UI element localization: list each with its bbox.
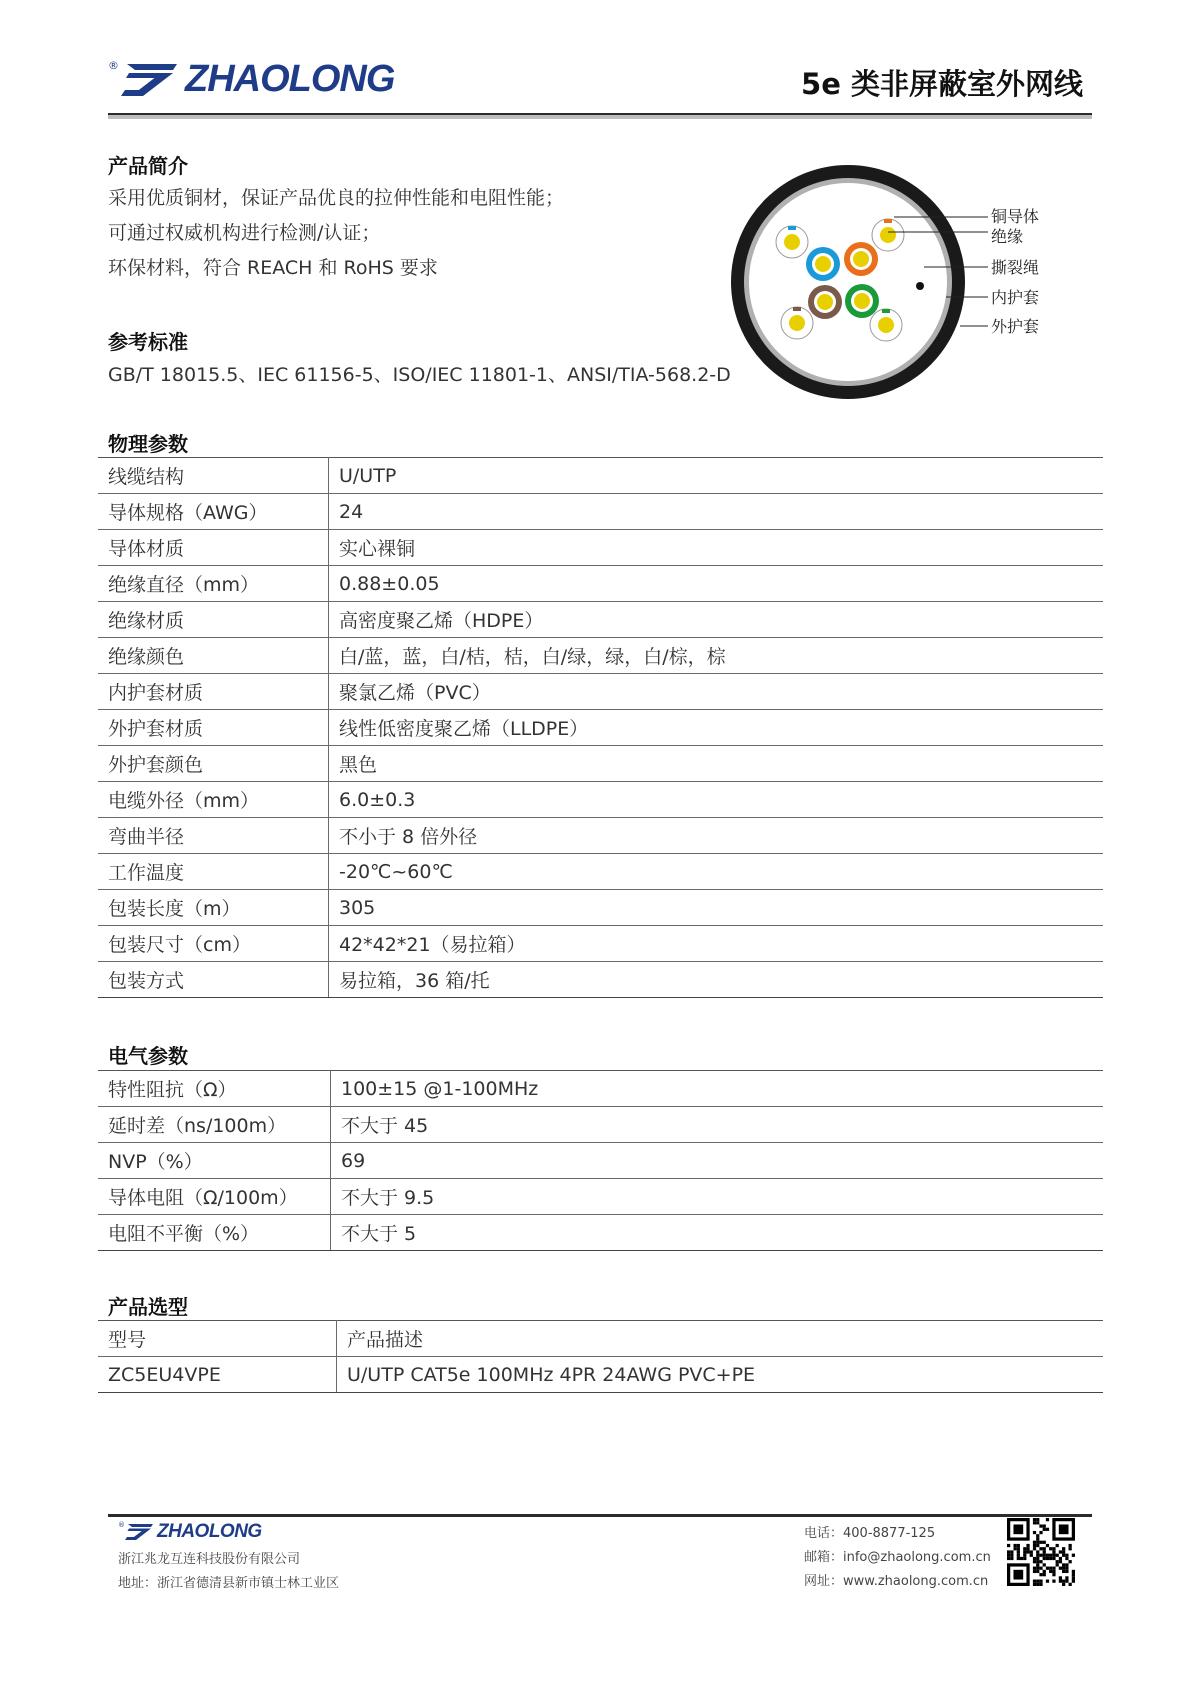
table-row [98, 1321, 1103, 1357]
param-value-cell: 24 [329, 494, 1104, 530]
param-value-cell: U/UTP [329, 458, 1104, 494]
header-divider [108, 113, 1092, 119]
table-row [98, 926, 1103, 962]
physical-params-title: 物理参数 [108, 432, 188, 456]
table-row [98, 602, 1103, 638]
param-name-cell: 型号 [98, 1321, 337, 1357]
brand-name: ZHAOLONG [185, 58, 395, 100]
label-insulation: 绝缘 [991, 227, 1024, 246]
footer-z-logo-icon [125, 1522, 155, 1542]
intro-list [108, 181, 564, 286]
param-name-cell: 包装方式 [98, 962, 329, 998]
param-name-cell: 线缆结构 [98, 458, 329, 494]
qr-code-icon [1007, 1518, 1075, 1586]
param-value-cell: 聚氯乙烯（PVC） [329, 674, 1104, 710]
param-value-cell: 100±15 @1-100MHz [331, 1071, 1104, 1107]
table-row [98, 1179, 1103, 1215]
param-name-cell: 导体规格（AWG） [98, 494, 329, 530]
white-blue-wire [776, 226, 808, 258]
white-brown-wire [781, 307, 813, 339]
label-rip-cord: 撕裂绳 [991, 258, 1040, 277]
green-wire [845, 284, 879, 318]
brown-wire [808, 285, 842, 319]
param-value-cell: 不小于 8 倍外径 [329, 818, 1104, 854]
table-row [98, 1143, 1103, 1179]
param-name-cell: 电阻不平衡（%） [98, 1215, 331, 1251]
param-name-cell: 包装长度（m） [98, 890, 329, 926]
param-value-cell: 305 [329, 890, 1104, 926]
intro-line: 采用优质铜材，保证产品优良的拉伸性能和电阻性能； [108, 187, 565, 209]
param-name-cell: 内护套材质 [98, 674, 329, 710]
param-name-cell: 外护套材质 [98, 710, 329, 746]
param-name-cell: 弯曲半径 [98, 818, 329, 854]
table-row [98, 566, 1103, 602]
standards-title: 参考标准 [108, 330, 188, 354]
param-value-cell: 实心裸铜 [329, 530, 1104, 566]
standards-text: GB/T 18015.5、IEC 61156-5、ISO/IEC 11801-1、ANSI/TIA-568.2-D [108, 364, 731, 386]
intro-line: 环保材料，符合 REACH 和 RoHS 要求 [108, 257, 438, 279]
table-row [98, 1357, 1103, 1393]
param-name-cell: 导体电阻（Ω/100m） [98, 1179, 331, 1215]
blue-wire [806, 247, 840, 281]
table-row [98, 782, 1103, 818]
param-value-cell: 6.0±0.3 [329, 782, 1104, 818]
intro-line: 可通过权威机构进行检测/认证； [108, 222, 381, 244]
table-row [98, 458, 1103, 494]
table-row [98, 674, 1103, 710]
param-value-cell: 高密度聚乙烯（HDPE） [329, 602, 1104, 638]
table-row [98, 710, 1103, 746]
document-title: 5e 类非屏蔽室外网线 [801, 67, 1083, 101]
footer-brand-name: ZHAOLONG [157, 1521, 262, 1542]
table-row [98, 746, 1103, 782]
table-row [98, 1071, 1103, 1107]
param-name-cell: 包装尺寸（cm） [98, 926, 329, 962]
param-name-cell: 绝缘颜色 [98, 638, 329, 674]
param-value-cell: 不大于 9.5 [331, 1179, 1104, 1215]
table-row [98, 962, 1103, 998]
param-name-cell: NVP（%） [98, 1143, 331, 1179]
param-name-cell: ZC5EU4VPE [98, 1357, 337, 1393]
product-selection-title: 产品选型 [108, 1295, 188, 1319]
rip-cord [916, 282, 924, 290]
param-name-cell: 特性阻抗（Ω） [98, 1071, 331, 1107]
param-name-cell: 外护套颜色 [98, 746, 329, 782]
param-name-cell: 绝缘直径（mm） [98, 566, 329, 602]
footer-phone: 电话：400-8877-125 [804, 1526, 936, 1541]
cable-cross-section-diagram [728, 160, 1068, 405]
footer-registered-mark: ® [118, 1521, 125, 1529]
footer-logo [118, 1521, 262, 1543]
param-name-cell: 延时差（ns/100m） [98, 1107, 331, 1143]
param-name-cell: 导体材质 [98, 530, 329, 566]
label-copper-conductor: 铜导体 [991, 207, 1040, 226]
footer-company-name: 浙江兆龙互连科技股份有限公司 [118, 1552, 301, 1567]
param-value-cell: 线性低密度聚乙烯（LLDPE） [329, 710, 1104, 746]
footer-email: 邮箱：info@zhaolong.com.cn [804, 1550, 991, 1565]
electrical-params-table [98, 1070, 1103, 1251]
table-row [98, 494, 1103, 530]
param-name-cell: 电缆外径（mm） [98, 782, 329, 818]
table-row [98, 890, 1103, 926]
white-orange-wire [872, 219, 904, 251]
table-row [98, 854, 1103, 890]
orange-wire [844, 242, 878, 276]
param-value-cell: 不大于 5 [331, 1215, 1104, 1251]
intro-title: 产品简介 [108, 154, 188, 178]
registered-mark: ® [108, 59, 119, 72]
table-row [98, 530, 1103, 566]
electrical-params-title: 电气参数 [108, 1044, 188, 1068]
table-row [98, 638, 1103, 674]
label-inner-jacket: 内护套 [991, 288, 1040, 307]
footer-website: 网址：www.zhaolong.com.cn [804, 1574, 989, 1589]
company-logo [108, 58, 394, 101]
param-value-cell: 易拉箱，36 箱/托 [329, 962, 1104, 998]
param-value-cell: 产品描述 [337, 1321, 1104, 1357]
product-selection-table [98, 1320, 1103, 1393]
param-value-cell: 0.88±0.05 [329, 566, 1104, 602]
param-value-cell: U/UTP CAT5e 100MHz 4PR 24AWG PVC+PE [337, 1357, 1104, 1393]
param-value-cell: 白/蓝，蓝，白/桔，桔，白/绿，绿，白/棕，棕 [329, 638, 1104, 674]
footer-divider [108, 1514, 1092, 1517]
table-row [98, 818, 1103, 854]
physical-params-table [98, 457, 1103, 998]
param-value-cell: 42*42*21（易拉箱） [329, 926, 1104, 962]
param-value-cell: 69 [331, 1143, 1104, 1179]
z-logo-icon [121, 60, 181, 100]
param-value-cell: 不大于 45 [331, 1107, 1104, 1143]
param-name-cell: 工作温度 [98, 854, 329, 890]
footer-address: 地址：浙江省德清县新市镇士林工业区 [118, 1576, 340, 1591]
param-value-cell: 黑色 [329, 746, 1104, 782]
table-row [98, 1215, 1103, 1251]
white-green-wire [870, 309, 902, 341]
param-name-cell: 绝缘材质 [98, 602, 329, 638]
table-row [98, 1107, 1103, 1143]
label-outer-jacket: 外护套 [991, 317, 1040, 336]
param-value-cell: -20℃~60℃ [329, 854, 1104, 890]
